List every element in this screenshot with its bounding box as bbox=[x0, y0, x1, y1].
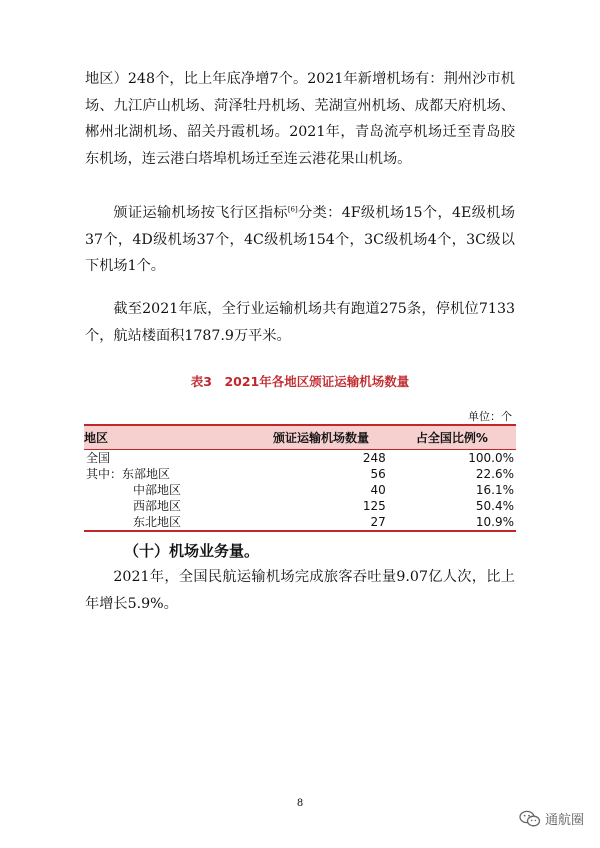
cell-region: 中部地区 bbox=[133, 483, 182, 497]
table-header-row bbox=[84, 425, 516, 450]
watermark-text: 通航圈 bbox=[544, 813, 584, 828]
page-number: 8 bbox=[296, 798, 304, 809]
cell-region: 全国 bbox=[86, 451, 111, 465]
cell-count: 248 bbox=[362, 451, 386, 465]
footnote-ref: [6] bbox=[287, 205, 298, 214]
cell-region: 其中：东部地区 bbox=[86, 467, 171, 481]
cell-share: 50.4% bbox=[475, 499, 514, 513]
header-share: 占全国比例% bbox=[388, 425, 516, 450]
cell-count: 56 bbox=[370, 467, 386, 481]
watermark bbox=[519, 809, 584, 828]
table-row bbox=[84, 466, 516, 482]
header-region: 地区 bbox=[84, 425, 254, 450]
paragraph-runways: 截至2021年底，全行业运输机场共有跑道275条，停机位7133个，航站楼面积1787.9万平米。 bbox=[85, 301, 515, 344]
cell-count: 27 bbox=[370, 515, 386, 529]
cell-region: 西部地区 bbox=[133, 499, 182, 513]
cell-count: 125 bbox=[362, 499, 386, 513]
classification-text-a: 颁证运输机场按飞行区指标 bbox=[113, 205, 288, 221]
cell-count: 40 bbox=[370, 483, 386, 497]
cell-share: 10.9% bbox=[475, 515, 514, 529]
table-caption: 表3 2021年各地区颁证运输机场数量 bbox=[190, 374, 410, 389]
classification-text-b: 分类：4F级机场15个，4E级机场37个，4D级机场37个，4C级机场154个，3C级机场4个，3C级以下机场1个。 bbox=[85, 205, 515, 274]
paragraph-new-airports: 地区）248个，比上年底净增7个。2021年新增机场有：荆州沙市机场、九江庐山机场、菏泽牡丹机场、芜湖宣州机场、成都天府机场、郴州北湖机场、韶关丹霞机场。2021年，青岛流亭机场迁至青岛胶东机场，连云港白塔埠机场迁至连云港花果山机场。 bbox=[85, 71, 515, 167]
cell-share: 16.1% bbox=[475, 483, 514, 497]
wechat-icon bbox=[519, 810, 541, 828]
cell-share: 100.0% bbox=[468, 451, 514, 465]
paragraph-classification bbox=[85, 200, 515, 280]
header-count: 颁证运输机场数量 bbox=[254, 425, 387, 450]
section-heading: （十）机场业务量。 bbox=[124, 542, 260, 560]
airport-count-table bbox=[84, 424, 516, 532]
table-row bbox=[84, 498, 516, 514]
table-row bbox=[84, 514, 516, 531]
table-unit: 单位：个 bbox=[468, 410, 512, 423]
cell-share: 22.6% bbox=[475, 467, 514, 481]
paragraph-passenger-throughput: 2021年，全国民航运输机场完成旅客吞吐量9.07亿人次，比上年增长5.9%。 bbox=[85, 569, 515, 612]
cell-region: 东北地区 bbox=[133, 515, 182, 529]
table-row bbox=[84, 482, 516, 498]
table-row bbox=[84, 450, 516, 467]
